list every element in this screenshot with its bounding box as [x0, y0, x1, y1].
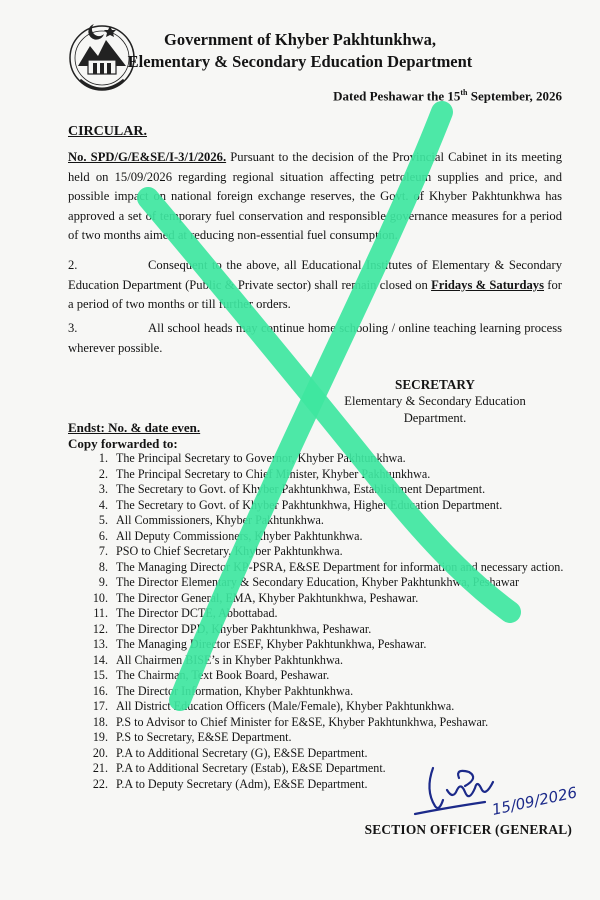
list-item-text: The Director DPD, Khyber Pakhtunkhwa, Peshawar.: [116, 621, 372, 636]
distribution-list-item: [68, 715, 568, 731]
list-item-text: The Director General, EMA, Khyber Pakhtunkhwa, Peshawar.: [116, 590, 419, 605]
distribution-list-item: [68, 529, 568, 545]
list-item-text: P.S to Secretary, E&SE Department.: [116, 730, 292, 744]
list-item-number: 14.: [92, 652, 108, 667]
list-item-number: 16.: [92, 683, 108, 698]
list-item-text: All Chairmen BISE’s in Khyber Pakhtunkhwa.: [116, 652, 344, 667]
list-item-text: The Director Elementary & Secondary Education, Khyber Pakhtunkhwa, Peshawar: [116, 575, 519, 589]
list-item-text: The Secretary to Govt. of Khyber Pakhtunkhwa, Establishment Department.: [116, 482, 486, 496]
list-item-number: 7.: [98, 544, 108, 558]
paragraph-3-text: All school heads may continue home schooling / online teaching learning process wherever possible.: [68, 321, 562, 355]
list-item-text: The Principal Secretary to Governor, Khyber Pakhtunkhwa.: [116, 451, 406, 465]
list-item-text: The Director DCTE, Abbottabad.: [116, 606, 278, 620]
list-item-number: 5.: [98, 513, 108, 527]
list-item-text: All Deputy Commissioners, Khyber Pakhtunkhwa.: [116, 528, 363, 543]
list-item-text: The Director Information, Khyber Pakhtunkhwa.: [116, 683, 354, 698]
distribution-list-item: [68, 591, 568, 607]
signature-handwritten: [395, 760, 585, 826]
distribution-list-item: [68, 451, 568, 467]
distribution-list-item: [68, 668, 568, 684]
secretary-title: SECRETARY: [395, 377, 475, 392]
list-item-number: 9.: [98, 575, 108, 589]
dated-sup: th: [460, 88, 468, 97]
list-item-number: 18.: [92, 714, 108, 729]
secretary-line-2: Department.: [403, 411, 467, 425]
paragraph-1: [68, 148, 562, 246]
distribution-list-item: [68, 513, 568, 529]
distribution-list-item: [68, 544, 568, 560]
list-item-number: 6.: [98, 528, 108, 543]
distribution-list-item: [68, 746, 568, 762]
dated-line: [333, 88, 562, 104]
paragraph-2: [68, 256, 562, 315]
list-item-number: 19.: [92, 730, 108, 744]
distribution-list-item: [68, 699, 568, 715]
header-line-2: Elementary & Secondary Education Department: [127, 52, 473, 71]
list-item-text: P.A to Additional Secretary (Estab), E&SE Department.: [116, 761, 386, 775]
circular-title: CIRCULAR.: [68, 124, 147, 139]
distribution-list-item: [68, 560, 568, 576]
distribution-list-item: [68, 606, 568, 622]
distribution-list-item: [68, 653, 568, 669]
list-item-number: 20.: [92, 745, 108, 760]
list-item-text: P.A to Additional Secretary (G), E&SE Department.: [116, 745, 368, 760]
paragraph-2-text-b: for a period of two months or till further orders.: [68, 277, 562, 312]
distribution-list-item: [68, 498, 568, 514]
list-item-text: P.S to Advisor to Chief Minister for E&SE, Khyber Pakhtunkhwa, Peshawar.: [116, 714, 489, 729]
list-item-text: The Managing Director ESEF, Khyber Pakhtunkhwa, Peshawar.: [116, 637, 427, 651]
list-item-text: The Principal Secretary to Chief Minister, Khyber Pakhtunkhwa.: [116, 466, 431, 481]
list-item-number: 15.: [92, 668, 108, 682]
dated-prefix: Dated Peshawar the 15: [333, 88, 461, 104]
closure-days: Fridays & Saturdays: [431, 277, 545, 292]
secretary-line-1: Elementary & Secondary Education: [344, 394, 526, 408]
distribution-list-item: [68, 467, 568, 483]
paragraph-1-text: Pursuant to the decision of the Provincial Cabinet in its meeting held on 15/09/2026 regarding regional situation affecting petroleum supplies and price, and possible impact on national foreign exchange reserves, the Govt. of Khyber Pakhtunkhwa has approved a set of temporary fuel conservation and responsible governance measures for a period of two months aimed at reducing non-essential fuel consumption.: [68, 150, 562, 243]
endorsement-label: Endst: No. & date even.: [68, 420, 201, 435]
list-item-text: PSO to Chief Secretary, Khyber Pakhtunkhwa.: [116, 544, 343, 558]
distribution-list-item: [68, 622, 568, 638]
section-officer-designation: SECTION OFFICER (GENERAL): [364, 822, 572, 837]
list-item-number: 17.: [92, 699, 108, 713]
list-item-number: 3.: [98, 482, 108, 496]
distribution-list-item: [68, 575, 568, 591]
list-item-number: 13.: [92, 637, 108, 651]
list-item-text: P.A to Deputy Secretary (Adm), E&SE Department.: [116, 776, 368, 791]
list-item-number: 8.: [98, 559, 108, 574]
distribution-list-item: [68, 637, 568, 653]
list-item-text: All Commissioners, Khyber Pakhtunkhwa.: [116, 513, 324, 527]
list-item-number: 10.: [92, 590, 108, 605]
header-line-1: Government of Khyber Pakhtunkhwa,: [164, 30, 436, 49]
list-item-number: 1.: [98, 451, 108, 465]
distribution-list-item: [68, 730, 568, 746]
list-item-text: All District Education Officers (Male/Female), Khyber Pakhtunkhwa.: [116, 699, 455, 713]
paragraph-3: [68, 319, 562, 358]
list-item-number: 22.: [92, 776, 108, 791]
list-item-text: The Chairman, Text Book Board, Peshawar.: [116, 668, 330, 682]
dated-suffix: September, 2026: [467, 88, 562, 104]
distribution-list-item: [68, 482, 568, 498]
distribution-list: [68, 451, 568, 792]
list-item-number: 11.: [93, 606, 108, 620]
paragraph-3-number: 3.: [68, 321, 78, 335]
paragraph-2-number: 2.: [68, 258, 78, 272]
list-item-number: 2.: [98, 466, 108, 481]
secretary-block: [325, 376, 545, 427]
list-item-number: 21.: [92, 761, 108, 775]
list-item-number: 12.: [92, 621, 108, 636]
paragraph-2-text-a: Consequent to the above, all Educational Institutes of Elementary & Secondary Education Department (Public & Private sector) shall remain closed on: [68, 258, 562, 292]
list-item-text: The Managing Director KP-PSRA, E&SE Department for information and necessary action.: [116, 559, 564, 574]
distribution-list-item: [68, 684, 568, 700]
list-item-number: 4.: [98, 497, 108, 512]
signature-date: 15/09/2026: [490, 783, 579, 819]
circular-reference-number: No. SPD/G/E&SE/I-3/1/2026.: [68, 150, 227, 164]
copy-forwarded-label: Copy forwarded to:: [68, 436, 178, 451]
list-item-text: The Secretary to Govt. of Khyber Pakhtunkhwa, Higher Education Department.: [116, 497, 503, 512]
